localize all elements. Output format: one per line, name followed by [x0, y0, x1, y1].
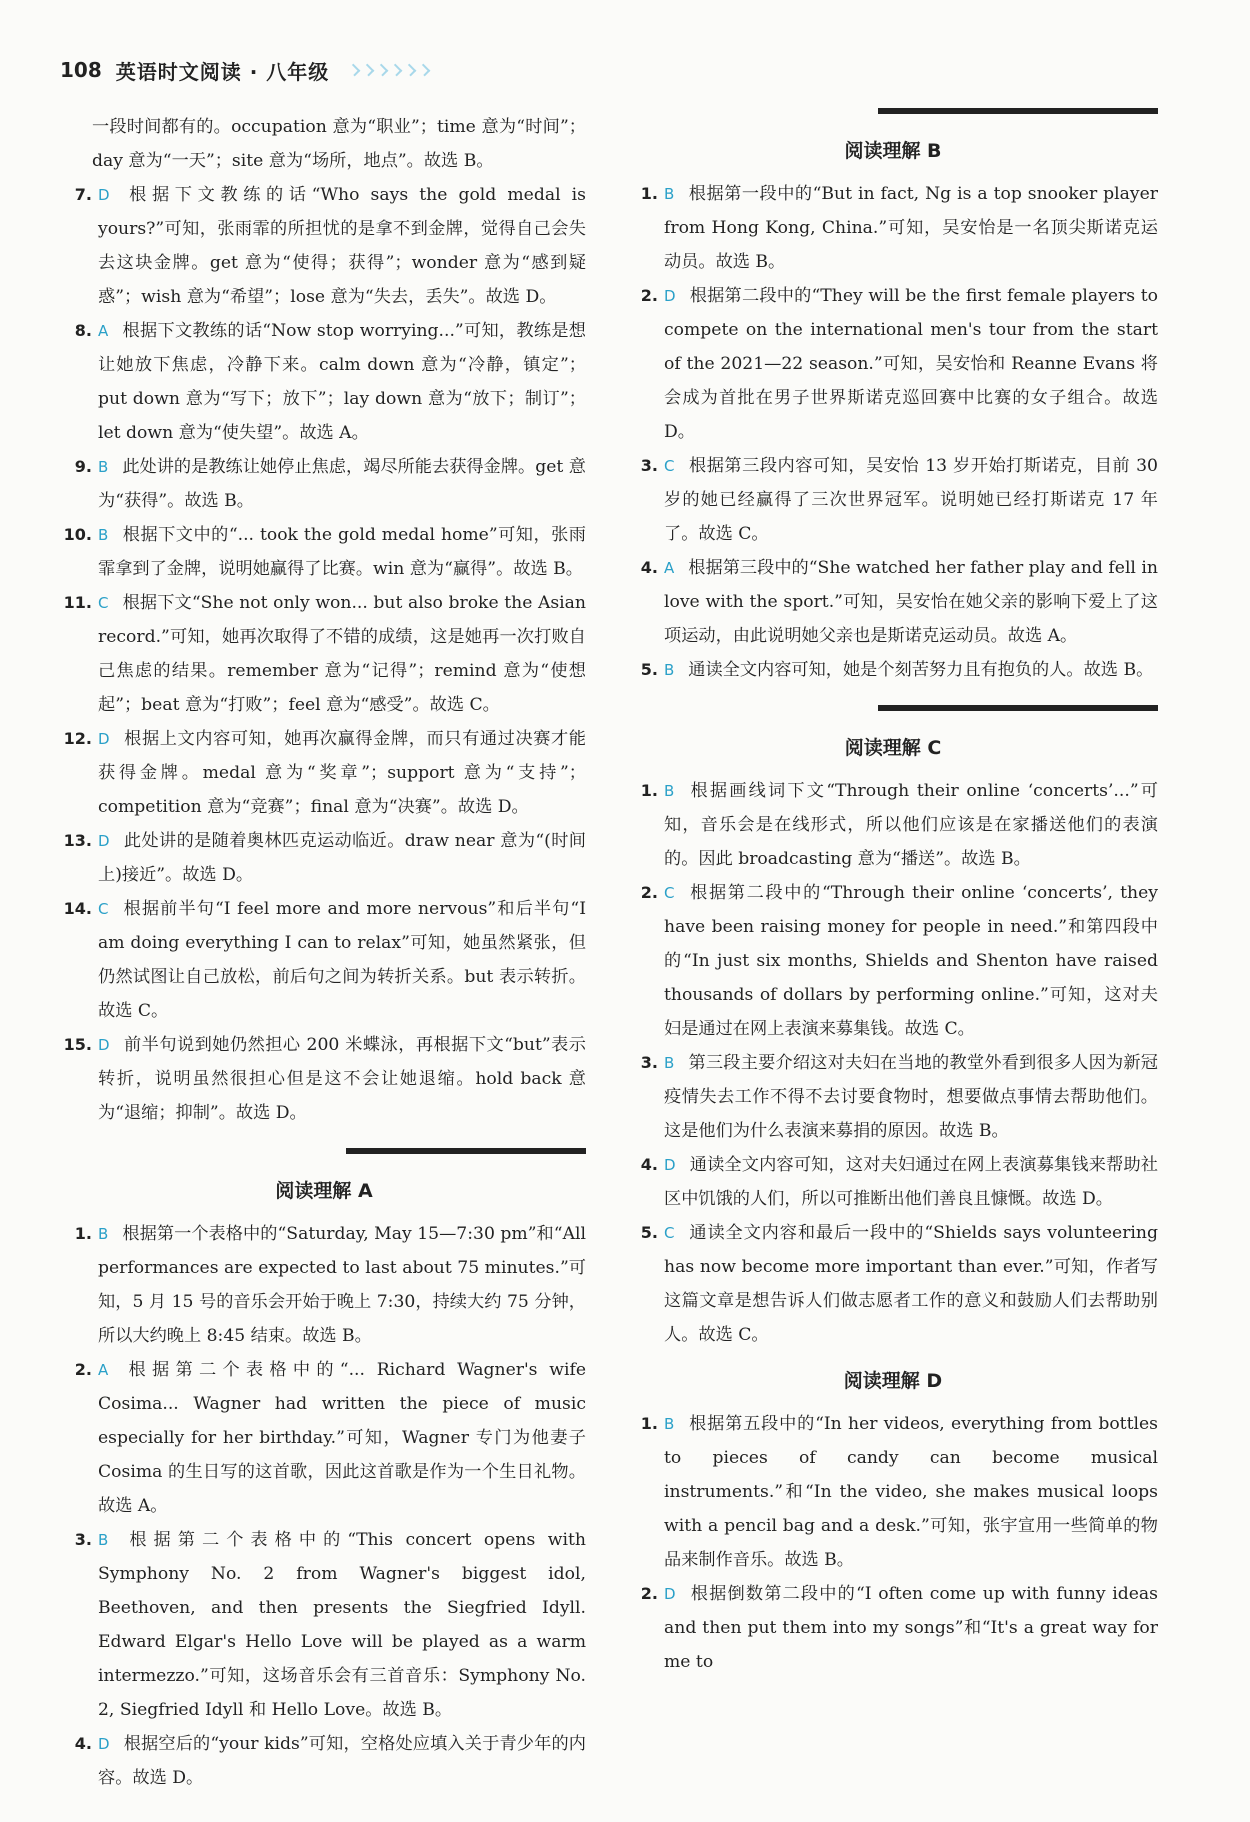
answer-item: [62, 1523, 586, 1727]
answer-letter: D: [664, 1585, 676, 1603]
explanation-text: 通读全文内容可知，这对夫妇通过在网上表演募集钱来帮助社区中饥饿的人们，所以可推断出他们善良且慷慨。故选 D。: [664, 1155, 1158, 1209]
section-divider: [346, 1148, 586, 1154]
answer-item: [628, 449, 1158, 551]
answer-item: [628, 774, 1158, 876]
explanation-text: 根据第三段中的“She watched her father play and fell in love with the sport.”可知，吴安怡在她父亲的影响下爱上了这项运动，由此说明她父亲也是斯诺克运动员。故选 A。: [664, 558, 1158, 646]
explanation: [664, 653, 1158, 687]
answer-item: [628, 653, 1158, 687]
explanation-text: 根据第二段中的“Through their online ‘concerts’, they have been raising money for people in need.”和第四段中的“In just six months, Shields and Shenton have raised thousands of dollars by performing online.”可知，这对夫妇是通过在网上表演来募集钱。故选 C。: [664, 883, 1158, 1039]
book-title: 英语时文阅读 · 八年级: [115, 59, 330, 84]
explanation: [664, 551, 1158, 653]
answer-item: [62, 1727, 586, 1795]
answer-item: [628, 1046, 1158, 1148]
question-number: 4.: [74, 1734, 92, 1753]
explanation: [98, 1353, 586, 1523]
question-number: 10.: [63, 525, 92, 544]
question-number: 14.: [63, 899, 92, 918]
question-number: 2.: [640, 1584, 658, 1603]
explanation: [664, 774, 1158, 876]
question-number: 9.: [74, 457, 92, 476]
vocab-answer-list: [62, 178, 586, 1130]
explanation-text: 根据下文“She not only won... but also broke the Asian record.”可知，她再次取得了不错的成绩，这是她再一次打败自己焦虑的结果。remember 意为“记得”；remind 意为“使想起”；beat 意为“打败”；feel 意为“感受”。故选 C。: [98, 593, 586, 715]
explanation-text: 根据第二段中的“They will be the first female players to compete on the international men's tour from the start of the 2021—22 season.”可知，吴安怡和 Reanne Evans 将会成为首批在男子世界斯诺克巡回赛中比赛的女子组合。故选 D。: [664, 286, 1158, 442]
answer-letter: D: [664, 1156, 676, 1174]
question-number: 12.: [63, 729, 92, 748]
explanation-text: 根据画线词下文“Through their online ‘concerts’...”可知，音乐会是在线形式，所以他们应该是在家播送他们的表演的。因此 broadcasting 意为“播送”。故选 B。: [664, 781, 1158, 869]
continued-text: 一段时间都有的。occupation 意为“职业”；time 意为“时间”；day 意为“一天”；site 意为“场所，地点”。故选 B。: [92, 117, 586, 171]
answer-letter: D: [98, 1735, 110, 1753]
question-number: 4.: [640, 1155, 658, 1174]
explanation-text: 通读全文内容和最后一段中的“Shields says volunteering has now become more important than ever.”可知，作者写这篇文章是想告诉人们做志愿者工作的意义和鼓励人们去帮助别人。故选 C。: [664, 1223, 1158, 1345]
answer-item: [62, 1028, 586, 1130]
explanation-text: 此处讲的是随着奥林匹克运动临近。draw near 意为“(时间上)接近”。故选 D。: [98, 831, 586, 885]
explanation-text: 根据下文教练的话“Now stop worrying...”可知，教练是想让她放下焦虑，冷静下来。calm down 意为“冷静，镇定”；put down 意为“写下；放下”；lay down 意为“放下；制订”；let down 意为“使失望”。故选 A。: [98, 321, 586, 443]
answer-letter: D: [98, 832, 110, 850]
answer-letter: B: [98, 1225, 109, 1243]
answer-item: [628, 1407, 1158, 1577]
left-column: [62, 110, 586, 1795]
explanation: [664, 1407, 1158, 1577]
answer-letter: D: [98, 730, 110, 748]
answer-letter: B: [664, 1054, 675, 1072]
explanation: [664, 1577, 1158, 1679]
section-title-c: 阅读理解 C: [844, 737, 942, 759]
answer-letter: B: [664, 661, 675, 679]
explanation-text: 根据下文教练的话“Who says the gold medal is yours?”可知，张雨霏的所担忧的是拿不到金牌，觉得自己会失去这块金牌。get 意为“使得；获得”；wonder 意为“感到疑惑”；wish 意为“希望”；lose 意为“失去，丢失”。故选 D。: [98, 185, 586, 307]
question-number: 5.: [640, 660, 658, 679]
page-header: [60, 52, 429, 88]
question-number: 2.: [640, 286, 658, 305]
header-decoration: [349, 66, 429, 74]
explanation: [664, 177, 1158, 279]
section-divider: [878, 705, 1158, 711]
explanation: [98, 1523, 586, 1727]
answer-item: [62, 178, 586, 314]
answer-item: [628, 1148, 1158, 1216]
answer-item: [628, 551, 1158, 653]
explanation-text: 此处讲的是教练让她停止焦虑，竭尽所能去获得金牌。get 意为“获得”。故选 B。: [98, 457, 586, 511]
answer-item: [62, 1353, 586, 1523]
answer-letter: A: [664, 559, 675, 577]
explanation: [98, 892, 586, 1028]
answer-letter: D: [98, 1036, 110, 1054]
question-number: 3.: [640, 456, 658, 475]
page-number: 108: [60, 58, 102, 82]
explanation: [98, 314, 586, 450]
explanation: [664, 876, 1158, 1046]
explanation-text: 根据倒数第二段中的“I often come up with funny ideas and then put them into my songs”和“It's a great way for me to: [664, 1584, 1158, 1672]
answer-item: [62, 892, 586, 1028]
question-number: 1.: [640, 184, 658, 203]
explanation: [664, 1148, 1158, 1216]
explanation-text: 根据第二个表格中的“This concert opens with Symphony No. 2 from Wagner's biggest idol, Beethoven, and then presents the Siegfried Idyll. Edward Elgar's Hello Love will be played as a warm intermezzo.”可知，这场音乐会有三首音乐：Symphony No. 2, Siegfried Idyll 和 Hello Love。故选 B。: [98, 1530, 586, 1720]
answer-letter: A: [98, 322, 109, 340]
explanation: [664, 1046, 1158, 1148]
explanation: [98, 586, 586, 722]
explanation-text: 第三段主要介绍这对夫妇在当地的教堂外看到很多人因为新冠疫情失去工作不得不去讨要食物时，想要做点事情去帮助他们。这是他们为什么表演来募捐的原因。故选 B。: [664, 1053, 1158, 1141]
explanation: [664, 1216, 1158, 1352]
section-d-answer-list: [628, 1407, 1158, 1679]
answer-item: [628, 876, 1158, 1046]
answer-item: [628, 1577, 1158, 1679]
question-number: 13.: [63, 831, 92, 850]
question-number: 1.: [74, 1224, 92, 1243]
answer-item: [628, 1216, 1158, 1352]
question-number: 4.: [640, 558, 658, 577]
explanation: [98, 178, 586, 314]
answer-letter: C: [664, 457, 675, 475]
explanation: [98, 1028, 586, 1130]
answer-letter: C: [98, 900, 109, 918]
explanation-text: 根据下文中的“... took the gold medal home”可知，张雨霏拿到了金牌，说明她赢得了比赛。win 意为“赢得”。故选 B。: [98, 525, 586, 579]
answer-item: [62, 450, 586, 518]
answer-letter: B: [98, 458, 109, 476]
explanation: [98, 450, 586, 518]
answer-letter: C: [98, 594, 109, 612]
answer-item: [62, 518, 586, 586]
section-title-a: 阅读理解 A: [275, 1180, 373, 1202]
explanation-text: 根据第三段内容可知，吴安怡 13 岁开始打斯诺克，目前 30 岁的她已经赢得了三次世界冠军。说明她已经打斯诺克 17 年了。故选 C。: [664, 456, 1158, 544]
explanation-text: 根据空后的“your kids”可知，空格处应填入关于青少年的内容。故选 D。: [98, 1734, 586, 1788]
question-number: 2.: [74, 1360, 92, 1379]
answer-item: [62, 722, 586, 824]
explanation: [98, 722, 586, 824]
explanation-text: 根据前半句“I feel more and more nervous”和后半句“I am doing everything I can to relax”可知，她虽然紧张，但仍然试图让自己放松，前后句之间为转折关系。but 表示转折。故选 C。: [98, 899, 586, 1021]
section-a-answer-list: [62, 1217, 586, 1795]
question-number: 3.: [74, 1530, 92, 1549]
answer-item: [628, 177, 1158, 279]
explanation-text: 根据第二个表格中的“... Richard Wagner's wife Cosima... Wagner had written the piece of music especially for her birthday.”可知，Wagner 专门为他妻子 Cosima 的生日写的这首歌，因此这首歌是作为一个生日礼物。故选 A。: [98, 1360, 586, 1516]
answer-item: [628, 279, 1158, 449]
question-number: 8.: [74, 321, 92, 340]
explanation-text: 根据上文内容可知，她再次赢得金牌，而只有通过决赛才能获得金牌。medal 意为“奖章”；support 意为“支持”；competition 意为“竞赛”；final 意为“决赛”。故选 D。: [98, 729, 586, 817]
section-divider: [878, 108, 1158, 114]
question-number: 5.: [640, 1223, 658, 1242]
answer-letter: D: [664, 287, 676, 305]
explanation-text: 前半句说到她仍然担心 200 米蝶泳，再根据下文“but”表示转折，说明虽然很担心但是这不会让她退缩。hold back 意为“退缩；抑制”。故选 D。: [98, 1035, 586, 1123]
explanation: [98, 518, 586, 586]
question-number: 1.: [640, 781, 658, 800]
section-title-b: 阅读理解 B: [844, 140, 942, 162]
explanation-text: 根据第五段中的“In her videos, everything from bottles to pieces of candy can become musical instruments.”和“In the video, she makes musical loops with a pencil bag and a desk.”可知，张宇宣用一些简单的物品来制作音乐。故选 B。: [664, 1414, 1158, 1570]
question-number: 3.: [640, 1053, 658, 1072]
question-number: 7.: [74, 185, 92, 204]
question-number: 15.: [63, 1035, 92, 1054]
explanation: [98, 1217, 586, 1353]
answer-item: [62, 824, 586, 892]
section-c-answer-list: [628, 774, 1158, 1352]
answer-letter: D: [98, 186, 110, 204]
answer-letter: A: [98, 1361, 109, 1379]
question-number: 2.: [640, 883, 658, 902]
question-number: 11.: [63, 593, 92, 612]
explanation: [98, 824, 586, 892]
section-title-d: 阅读理解 D: [843, 1370, 943, 1392]
right-column: [628, 108, 1158, 1679]
explanation-text: 根据第一个表格中的“Saturday, May 15—7:30 pm”和“All performances are expected to last about 75 minutes.”可知，5 月 15 号的音乐会开始于晚上 7:30，持续大约 75 分钟，所以大约晚上 8:45 结束。故选 B。: [98, 1224, 586, 1346]
question-number: 1.: [640, 1414, 658, 1433]
answer-letter: B: [664, 782, 675, 800]
explanation-text: 通读全文内容可知，她是个刻苦努力且有抱负的人。故选 B。: [688, 660, 1154, 680]
section-b-answer-list: [628, 177, 1158, 687]
answer-letter: C: [664, 884, 675, 902]
answer-letter: C: [664, 1224, 675, 1242]
answer-letter: B: [664, 185, 675, 203]
answer-letter: B: [98, 526, 109, 544]
explanation-text: 根据第一段中的“But in fact, Ng is a top snooker player from Hong Kong, China.”可知，吴安怡是一名顶尖斯诺克运动员。故选 B。: [664, 184, 1158, 272]
explanation: [98, 1727, 586, 1795]
answer-letter: B: [664, 1415, 675, 1433]
answer-letter: B: [98, 1531, 109, 1549]
explanation: [664, 279, 1158, 449]
answer-item: [62, 586, 586, 722]
explanation: [664, 449, 1158, 551]
answer-item: [62, 1217, 586, 1353]
answer-item: [62, 314, 586, 450]
